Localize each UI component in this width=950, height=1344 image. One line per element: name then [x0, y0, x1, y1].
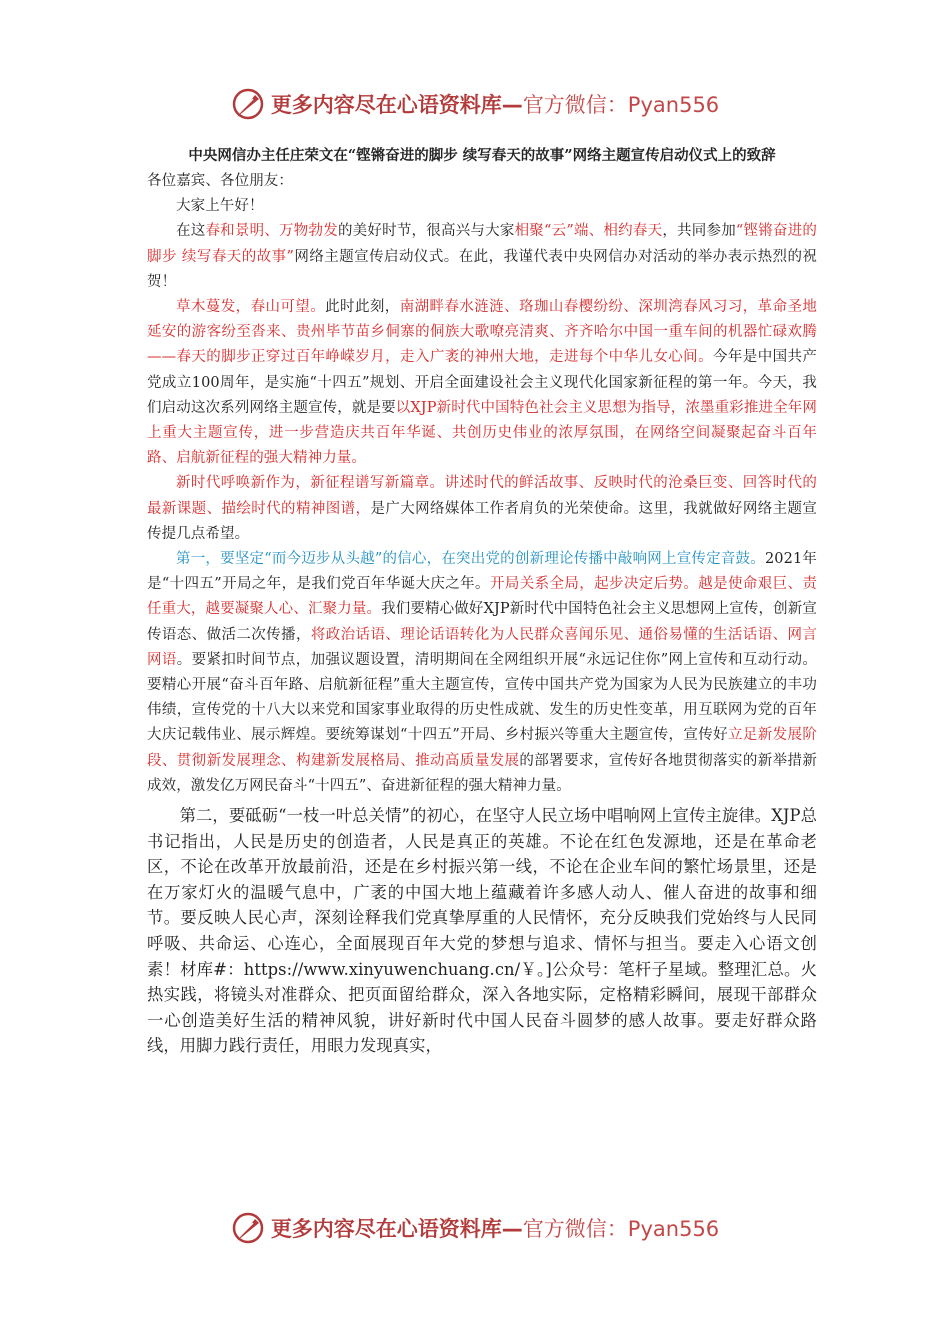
plain-text-run: 我们要精心做好XJP新时代中国特色社会主义思想网上宣传，创新宣传语态、做活二次传播，	[147, 601, 817, 643]
paragraph-4	[147, 547, 817, 799]
highlighted-red-text-run: 南湖畔春水涟涟、珞珈山春樱纷纷、深圳湾春风习习，革命圣地延安的游客纷至沓来、贵州毕节苗乡侗寨的侗族大歌嘹亮清爽、齐齐哈尔中国一重车间的机器忙碌欢腾——春天的脚步正穿过百年峥嵘岁月，走入广袤的神州大地，走进每个中华儿女心间。	[147, 299, 817, 366]
highlighted-red-text-run: 相聚“云”端、相约春天	[514, 223, 663, 240]
banner-wechat: 官方微信：Pyan556	[522, 93, 720, 117]
banner-wechat: 官方微信：Pyan556	[522, 1217, 720, 1241]
plain-text-run: 。要紧扣时间节点，加强议题设置，清明期间在全网组织开展“永远记住你”网上宣传和互动行动。要精心开展“奋斗百年路、启航新征程”重大主题宣传，宣传中国共产党为国家为人民为民族建立的丰功伟绩，宣传党的十八大以来党和国家事业取得的历史性成就、发生的历史性变革，用互联网为党的百年大庆记载伟业、展示辉煌。要统筹谋划“十四五”开局、乡村振兴等重大主题宣传，宣传好	[147, 651, 817, 744]
highlighted-red-text-run: 新时代呼唤新作为，新征程谱写新篇章。讲述时代的鲜活故事、反映时代的沧桑巨变、回答时代的最新课题、描绘时代的精神图谱，	[147, 475, 817, 517]
paragraph-3	[147, 471, 817, 547]
plain-text-run: 的部署要求，宣传好各地贯彻落实的新举措新成效，激发亿万网民奋斗“十四五”、奋进新征程的强大精神力量。	[147, 752, 818, 794]
highlighted-red-text-run: “铿锵奋进的脚步 续写春天的故事”	[147, 223, 818, 265]
highlighted-red-text-run: 将政治话语、理论话语转化为人民群众喜闻乐见、通俗易懂的生活话语、网言网语	[147, 626, 817, 668]
plain-text-run: ，共同参加	[662, 223, 736, 240]
greeting: 大家上午好！	[176, 198, 264, 215]
plain-text-run: 2021年是“十四五”开局之年，是我们党百年华诞大庆之年。	[147, 551, 817, 593]
quill-logo-icon	[231, 1211, 265, 1245]
highlighted-red-text-run: 春和景明、万物勃发	[205, 223, 338, 240]
highlighted-red-text-run: 立足新发展阶段、贯彻新发展理念、构建新发展格局、推动高质量发展	[147, 727, 817, 769]
plain-text-run: 今年是中国共产党成立100周年，是实施“十四五”规划、开启全面建设社会主义现代化国家新征程的第一年。今天，我们启动这次系列网络主题宣传，就是要	[147, 349, 817, 416]
footer-banner	[0, 1208, 950, 1248]
highlighted-red-text-run: 以XJP新时代中国特色社会主义思想为指导，浓墨重彩推进全年网上重大主题宣传，进一步营造庆共百年华诞、共创历史伟业的浓厚氛围，在网络空间凝聚起奋斗百年路、启航新征程的强大精神力量。	[147, 399, 818, 467]
paragraph-2	[147, 295, 817, 471]
document-title: 中央网信办主任庄荣文在“铿锵奋进的脚步 续写春天的故事”网络主题宣传启动仪式上的致辞	[188, 147, 776, 164]
plain-text-run: 此时此刻，	[325, 299, 400, 316]
paragraph-5: 第二，要砥砺“一枝一叶总关情”的初心，在坚守人民立场中唱响网上宣传主旋律。XJP总书记指出，人民是历史的创造者，人民是真正的英雄。不论在红色发源地，还是在革命老区，不论在改革开放最前沿，还是在乡村振兴第一线，不论在企业车间的繁忙场景里，还是在万家灯火的温暖气息中，广袤的中国大地上蕴藏着许多感人动人、催人奋进的故事和细节。要反映人民心声，深刻诠释我们党真挚厚重的人民情怀，充分反映我们党始终与人民同呼吸、共命运、心连心，全面展现百年大党的梦想与追求、情怀与担当。要走入心语文创素！材库#：https://www.xinyuwenchuang.cn/￥。]公众号：笔杆子星域。整理汇总。火热实践，将镜头对准群众、把页面留给群众，深入各地实际，定格精彩瞬间，展现干部群众一心创造美好生活的精神风貌，讲好新时代中国人民奋斗圆梦的感人故事。要走好群众路线，用脚力践行责任，用眼力发现真实，	[147, 806, 817, 1056]
paragraph-1	[147, 219, 817, 295]
quill-logo-icon	[231, 87, 265, 121]
banner-text: 更多内容尽在心语资料库—	[270, 93, 523, 117]
document-body	[147, 143, 817, 1059]
salutation: 各位嘉宾、各位朋友：	[147, 173, 293, 189]
header-banner	[0, 84, 950, 124]
large-text-section	[147, 803, 817, 1059]
highlighted-blue-text-run: 第一，要坚定“而今迈步从头越”的信心，在突出党的创新理论传播中敲响网上宣传定音鼓。	[176, 551, 765, 568]
plain-text-run: 在这	[176, 223, 206, 240]
plain-text-run: 是广大网络媒体工作者肩负的光荣使命。这里，我就做好网络主题宣传提几点希望。	[147, 500, 818, 542]
plain-text-run: 网络主题宣传启动仪式。在此，我谨代表中央网信办对活动的举办表示热烈的祝贺！	[147, 248, 818, 290]
highlighted-red-text-run: 草木蔓发，春山可望。	[176, 299, 326, 316]
banner-text: 更多内容尽在心语资料库—	[270, 1217, 523, 1241]
highlighted-red-text-run: 开局关系全局，起步决定后势。越是使命艰巨、责任重大，越要凝聚人心、汇聚力量。	[147, 576, 817, 618]
plain-text-run: 的美好时节，很高兴与大家	[337, 223, 515, 240]
